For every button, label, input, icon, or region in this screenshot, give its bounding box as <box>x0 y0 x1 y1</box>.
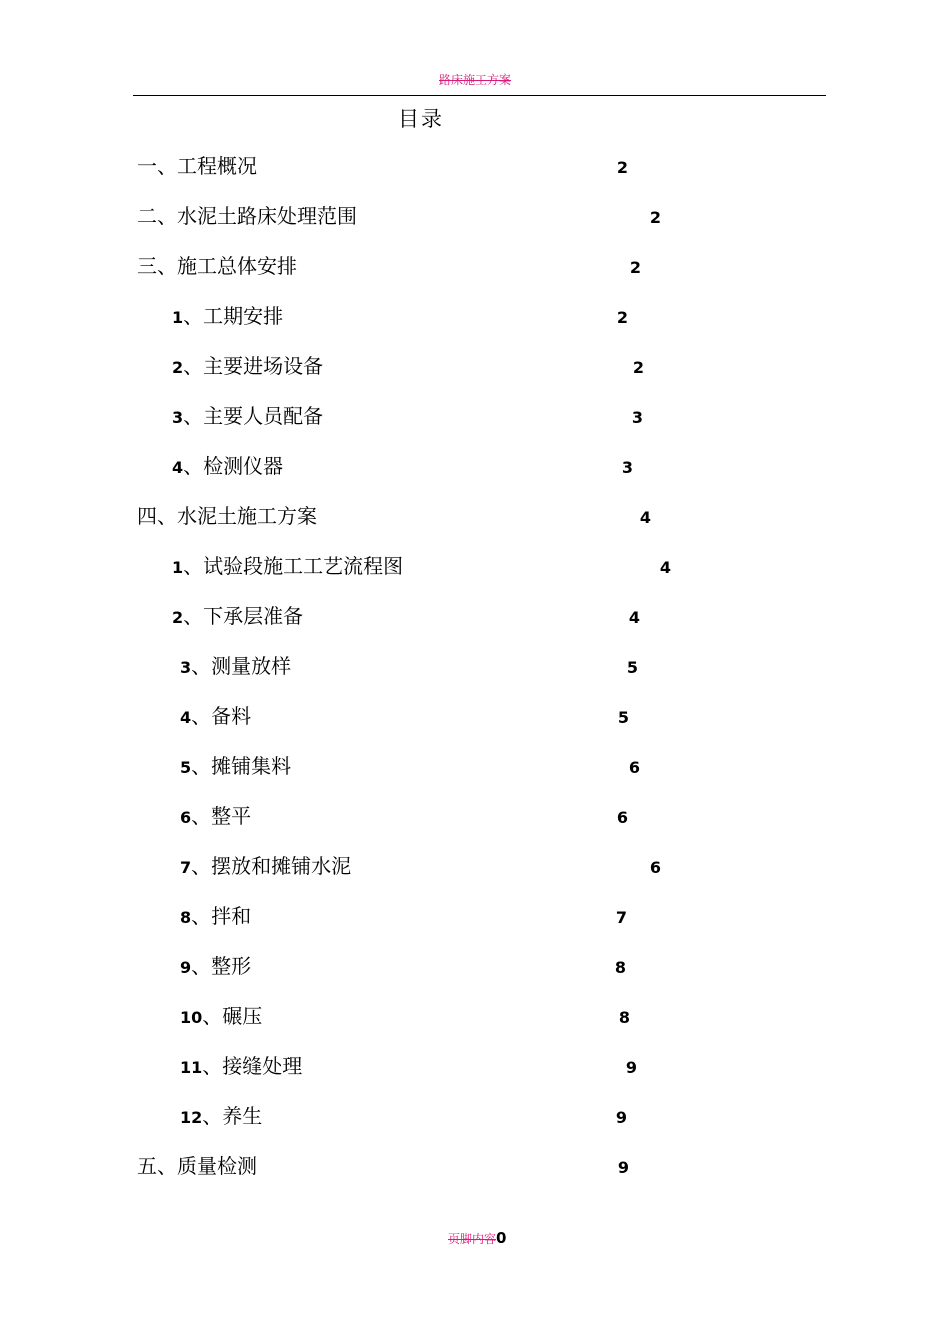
toc-leader-dashes <box>251 722 618 723</box>
toc-entry-label: 、整平 <box>191 804 252 828</box>
toc-entry-page: 4 <box>639 508 651 527</box>
toc-entry-page: 6 <box>616 808 628 827</box>
toc-entry-number: 1 <box>172 558 184 577</box>
toc-title: 目录 <box>398 107 444 131</box>
toc-entry-page: 8 <box>618 1008 630 1027</box>
toc-entry-page: 2 <box>629 258 641 277</box>
toc-entry[interactable] <box>180 903 627 931</box>
toc-leader-dashes <box>257 172 617 173</box>
toc-entry-label: 、主要进场设备 <box>183 354 324 378</box>
toc-entry-page: 6 <box>628 758 640 777</box>
toc-entry[interactable] <box>137 203 661 231</box>
toc-leader-dashes <box>283 322 617 323</box>
toc-entry-page: 4 <box>628 608 640 627</box>
toc-entry-number: 1 <box>172 308 184 327</box>
toc-entry[interactable] <box>180 953 626 981</box>
toc-entry-label: 、养生 <box>202 1104 263 1128</box>
toc-entry-label: 、整形 <box>191 954 252 978</box>
toc-entry-page: 2 <box>616 308 628 327</box>
toc-entry[interactable] <box>172 353 644 381</box>
toc-entry[interactable] <box>172 403 643 431</box>
toc-entry-number: 5 <box>180 758 192 777</box>
toc-entry-number: 4 <box>172 458 184 477</box>
toc-entry[interactable] <box>180 703 629 731</box>
toc-leader-dashes <box>262 1122 616 1123</box>
toc-entry-number: 12 <box>180 1108 203 1127</box>
toc-entry-page: 3 <box>631 408 643 427</box>
page-footer <box>448 1229 506 1247</box>
toc-entry-number: 11 <box>180 1058 203 1077</box>
page-header: 路床施工方案 <box>438 73 511 87</box>
toc-entry-number: 8 <box>180 908 192 927</box>
toc-entry-page: 2 <box>616 158 628 177</box>
toc-entry[interactable] <box>137 503 651 531</box>
toc-entry-number: 2 <box>172 608 184 627</box>
toc-entry-label: 、摊铺集料 <box>191 754 292 778</box>
toc-entry-label: 、检测仪器 <box>183 454 284 478</box>
toc-entry-label: 、碾压 <box>202 1004 263 1028</box>
toc-leader-dashes <box>357 222 650 223</box>
toc-leader-dashes <box>257 1172 618 1173</box>
toc-entry-label: 四、水泥土施工方案 <box>137 504 317 528</box>
toc-entry-page: 9 <box>617 1158 629 1177</box>
toc-entry-page: 4 <box>659 558 671 577</box>
footer-page-number: 0 <box>496 1229 507 1247</box>
toc-entry-label: 五、质量检测 <box>137 1154 257 1178</box>
toc-entry-label: 、试验段施工工艺流程图 <box>183 554 404 578</box>
toc-leader-dashes <box>262 1022 619 1023</box>
toc-entry[interactable] <box>180 1003 630 1031</box>
toc-leader-dashes <box>291 672 627 673</box>
toc-entry-page: 9 <box>625 1058 637 1077</box>
toc-entry-page: 9 <box>615 1108 627 1127</box>
toc-leader-dashes <box>323 372 633 373</box>
toc-entry-label: 二、水泥土路床处理范围 <box>137 204 357 228</box>
toc-entry[interactable] <box>180 653 638 681</box>
toc-leader-dashes <box>317 522 640 523</box>
toc-entry[interactable] <box>180 1053 637 1081</box>
toc-entry-page: 5 <box>626 658 638 677</box>
toc-leader-dashes <box>351 872 650 873</box>
toc-entry-number: 2 <box>172 358 184 377</box>
toc-entry-page: 2 <box>632 358 644 377</box>
toc-leader-dashes <box>323 422 632 423</box>
toc-leader-dashes <box>283 472 622 473</box>
toc-entry-label: 、摆放和摊铺水泥 <box>191 854 352 878</box>
footer-label: 页脚内容 <box>448 1232 497 1246</box>
toc-leader-dashes <box>302 1072 626 1073</box>
toc-entry-page: 5 <box>617 708 629 727</box>
toc-entry[interactable] <box>137 253 641 281</box>
toc-entry-page: 7 <box>615 908 627 927</box>
toc-leader-dashes <box>251 822 617 823</box>
toc-entry-label: 、工期安排 <box>183 304 284 328</box>
toc-entry-number: 3 <box>172 408 184 427</box>
toc-entry-number: 10 <box>180 1008 203 1027</box>
toc-entry-label: 、下承层准备 <box>183 604 304 628</box>
toc-entry-label: 一、工程概况 <box>137 154 257 178</box>
toc-entry[interactable] <box>172 553 671 581</box>
toc-entry[interactable] <box>137 153 628 181</box>
toc-entry-number: 7 <box>180 858 192 877</box>
toc-entry[interactable] <box>180 853 661 881</box>
toc-leader-dashes <box>251 922 616 923</box>
toc-entry-number: 3 <box>180 658 192 677</box>
toc-entry-label: 三、施工总体安排 <box>137 254 297 278</box>
toc-entry[interactable] <box>180 803 628 831</box>
toc-entry-page: 8 <box>614 958 626 977</box>
toc-entry[interactable] <box>180 1103 627 1131</box>
header-rule <box>133 95 826 96</box>
toc-entry-label: 、接缝处理 <box>202 1054 303 1078</box>
toc-leader-dashes <box>297 272 630 273</box>
toc-leader-dashes <box>291 772 629 773</box>
toc-entry-page: 6 <box>649 858 661 877</box>
toc-leader-dashes <box>303 622 629 623</box>
toc-entry[interactable] <box>172 303 628 331</box>
toc-entry-page: 2 <box>649 208 661 227</box>
toc-entry-label: 、测量放样 <box>191 654 292 678</box>
toc-entry-label: 、备料 <box>191 704 252 728</box>
toc-entry-number: 9 <box>180 958 192 977</box>
toc-entry-number: 6 <box>180 808 192 827</box>
toc-leader-dashes <box>403 572 660 573</box>
toc-entry-label: 、主要人员配备 <box>183 404 324 428</box>
toc-entry[interactable] <box>137 1153 629 1181</box>
toc-leader-dashes <box>251 972 615 973</box>
toc-entry[interactable] <box>180 753 640 781</box>
toc-entry[interactable] <box>172 603 640 631</box>
toc-entry-number: 4 <box>180 708 192 727</box>
toc-entry[interactable] <box>172 453 633 481</box>
toc-entry-page: 3 <box>621 458 633 477</box>
toc-entry-label: 、拌和 <box>191 904 252 928</box>
